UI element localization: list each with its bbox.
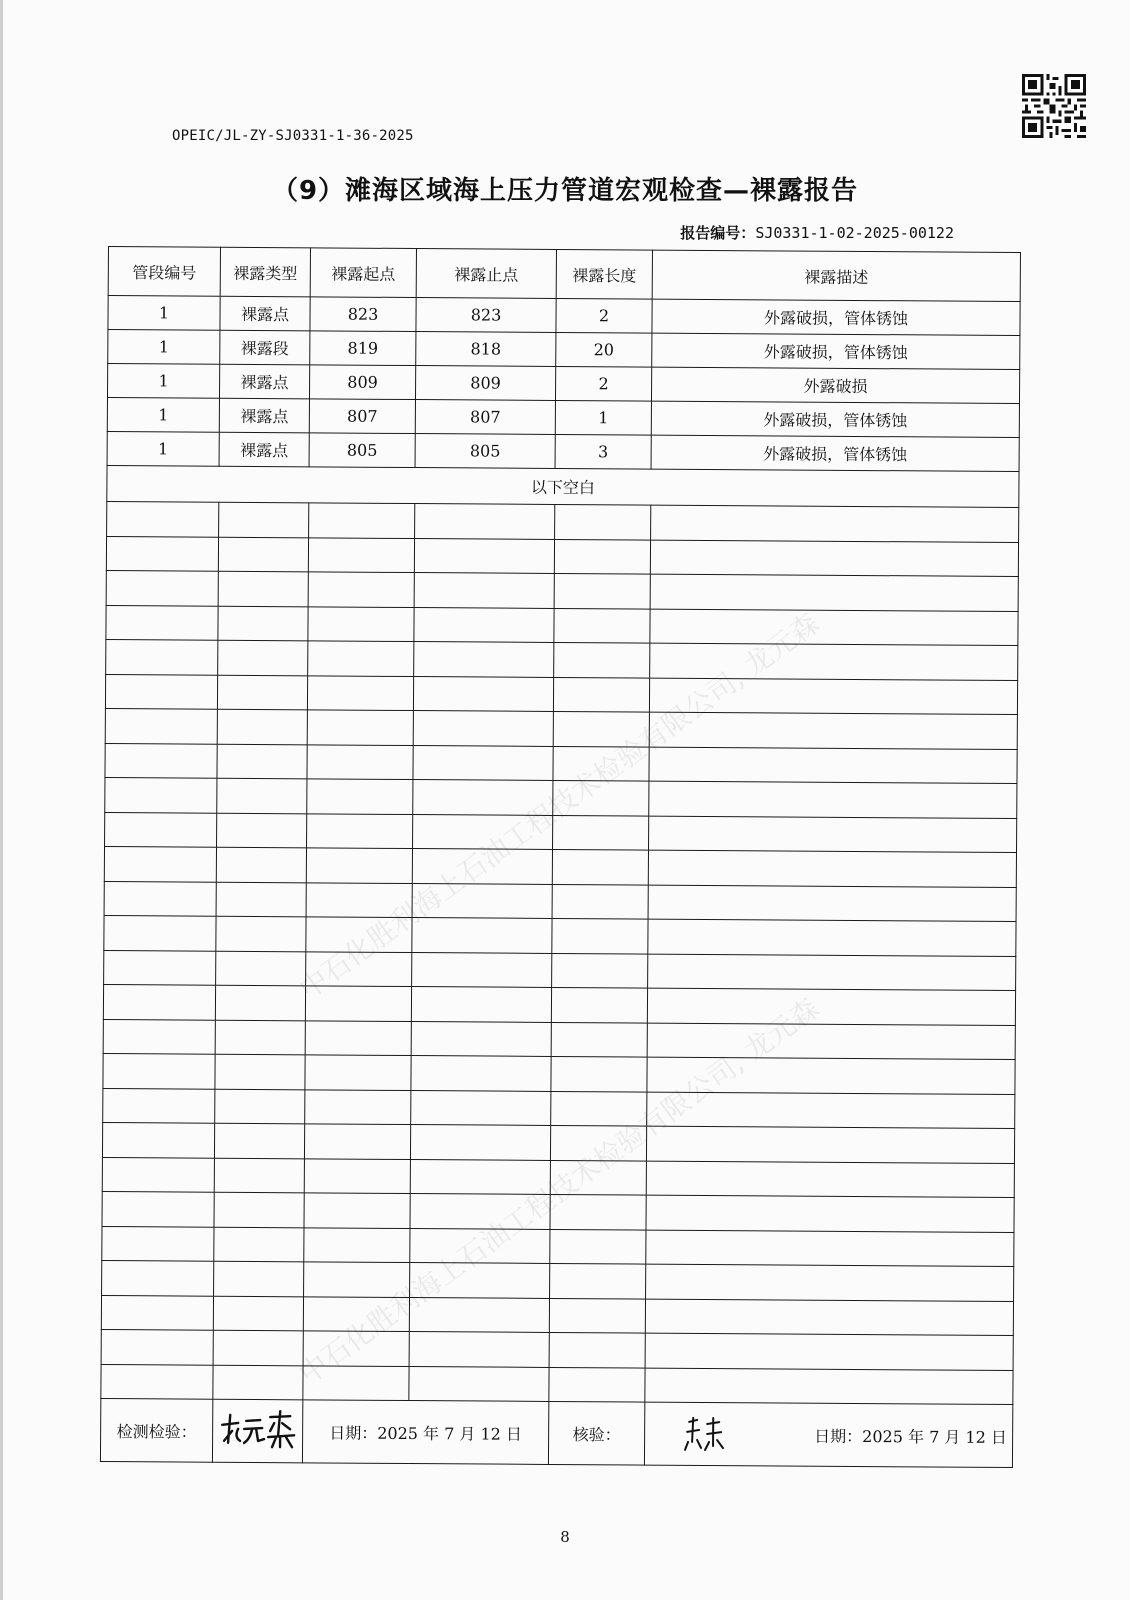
empty-cell [413,814,553,849]
empty-cell [304,1158,410,1193]
empty-cell [102,1122,214,1157]
empty-cell [308,606,414,641]
empty-cell [650,540,1018,577]
report-number-label: 报告编号： [680,224,756,242]
empty-cell [650,643,1018,680]
empty-cell [102,1191,214,1226]
signoff-row [100,1398,1012,1467]
empty-cell [307,675,413,710]
cell-description: 外露破损 [651,367,1019,403]
empty-cell [413,676,553,711]
empty-cell [410,1263,550,1298]
empty-cell [554,642,650,677]
header-description: 裸露描述 [652,250,1020,301]
empty-cell [307,744,413,779]
empty-cell [413,780,553,815]
empty-cell [304,1227,410,1262]
cell-description: 外露破损，管体锈蚀 [651,435,1019,471]
report-number [680,222,954,243]
empty-cell [649,781,1017,818]
table-header-row [108,247,1020,302]
empty-cell [550,1229,646,1264]
empty-cell [308,641,414,676]
cell-segment-no: 1 [107,431,219,466]
cell-length: 2 [555,366,651,401]
empty-cell [303,1365,409,1400]
empty-cell [306,917,412,952]
empty-cell [214,1123,304,1158]
empty-cell [415,504,555,539]
empty-cell [647,1023,1015,1060]
empty-cell [102,1260,214,1295]
empty-cell [549,1332,645,1367]
empty-cell [304,1193,410,1228]
empty-cell [307,813,413,848]
empty-cell [101,1329,213,1364]
empty-cell [410,1194,550,1229]
empty-cell [651,505,1019,542]
empty-cell [551,987,647,1022]
empty-cell [213,1296,303,1331]
empty-cell [218,606,308,641]
empty-rows [101,501,1019,1404]
empty-cell [303,1296,409,1331]
inspector-signature-image [216,1407,300,1452]
empty-cell [648,850,1016,887]
scan-edge [0,0,3,1600]
empty-cell [104,915,216,950]
empty-cell [550,1125,646,1160]
empty-cell [106,605,218,640]
empty-cell [648,885,1016,922]
empty-cell [217,778,307,813]
empty-cell [104,846,216,881]
inspector-date: 日期：2025 年 7 月 12 日 [302,1400,548,1465]
header-exposure-type: 裸露类型 [220,247,310,297]
empty-cell [214,1158,304,1193]
empty-cell [305,1020,411,1055]
cell-exposure-type: 裸露点 [220,296,310,331]
cell-description: 外露破损，管体锈蚀 [651,401,1019,437]
cell-start-point: 819 [310,331,416,366]
empty-cell [105,812,217,847]
empty-cell [649,747,1017,784]
empty-cell [551,1091,647,1126]
empty-cell [551,1022,647,1057]
empty-cell [104,881,216,916]
cell-length: 3 [555,434,651,469]
empty-cell [550,1160,646,1195]
empty-cell [549,1298,645,1333]
empty-cell [216,916,306,951]
empty-cell [105,674,217,709]
empty-cell [215,1089,305,1124]
empty-cell [309,503,415,538]
cell-end-point: 823 [416,298,556,333]
empty-cell [412,849,552,884]
empty-cell [646,1126,1014,1163]
empty-cell [103,1019,215,1054]
empty-cell [650,574,1018,611]
page-number: 8 [560,1528,570,1546]
empty-cell [412,952,552,987]
empty-cell [414,573,554,608]
empty-cell [554,608,650,643]
cell-description: 外露破损，管体锈蚀 [652,299,1020,335]
empty-cell [412,883,552,918]
empty-cell [552,918,648,953]
empty-cell [411,1021,551,1056]
empty-cell [552,849,648,884]
blank-note: 以下空白 [107,465,1019,507]
empty-cell [647,1092,1015,1129]
watermark-text: 中石化胜利海上石油工程技术检验有限公司, 龙元森 [292,606,826,1006]
qr-code-icon [1022,74,1086,138]
empty-cell [645,1368,1013,1405]
empty-cell [215,1054,305,1089]
empty-cell [646,1161,1014,1198]
empty-cell [217,813,307,848]
empty-cell [409,1297,549,1332]
empty-cell [646,1195,1014,1232]
empty-cell [646,1264,1014,1301]
cell-end-point: 805 [415,434,555,469]
empty-cell [307,779,413,814]
empty-cell [101,1295,213,1330]
empty-cell [647,1057,1015,1094]
empty-cell [216,951,306,986]
empty-cell [213,1365,303,1400]
empty-cell [106,639,218,674]
empty-cell [217,709,307,744]
empty-cell [552,884,648,919]
reviewer-label: 核验： [548,1401,644,1465]
header-start-point: 裸露起点 [310,248,416,298]
empty-cell [553,815,649,850]
empty-cell [410,1125,550,1160]
cell-exposure-type: 裸露点 [219,432,309,467]
cell-start-point: 805 [309,433,415,468]
inspector-label: 检测检验： [100,1398,212,1462]
empty-cell [105,743,217,778]
empty-cell [409,1366,549,1401]
empty-cell [413,711,553,746]
empty-cell [650,609,1018,646]
empty-cell [215,985,305,1020]
empty-cell [303,1331,409,1366]
empty-cell [553,746,649,781]
empty-cell [553,677,649,712]
reviewer-signature-image [659,1412,769,1457]
empty-cell [214,1227,304,1262]
empty-cell [105,777,217,812]
empty-cell [648,954,1016,991]
empty-cell [647,988,1015,1025]
empty-cell [411,1090,551,1125]
empty-cell [549,1367,645,1402]
empty-cell [410,1228,550,1263]
cell-end-point: 809 [415,366,555,401]
empty-cell [106,570,218,605]
cell-segment-no: 1 [107,397,219,432]
cell-end-point: 807 [415,400,555,435]
empty-cell [215,1020,305,1055]
cell-start-point: 807 [309,399,415,434]
reviewer-date: 日期：2025 年 7 月 12 日 [814,1426,1007,1447]
empty-cell [307,710,413,745]
empty-cell [306,951,412,986]
empty-cell [412,918,552,953]
empty-cell [552,953,648,988]
page-title: （9）滩海区域海上压力管道宏观检查—裸露报告 [271,176,859,206]
cell-end-point: 818 [416,332,556,367]
empty-cell [214,1192,304,1227]
cell-start-point: 809 [309,365,415,400]
empty-cell [411,1056,551,1091]
header-segment-no: 管段编号 [108,247,220,297]
empty-cell [646,1230,1014,1267]
cell-length: 2 [556,298,652,333]
empty-cell [306,848,412,883]
empty-cell [101,1364,213,1399]
empty-cell [306,882,412,917]
cell-exposure-type: 裸露点 [219,398,309,433]
empty-cell [554,539,650,574]
empty-cell [645,1299,1013,1336]
empty-cell [103,984,215,1019]
empty-cell [102,1157,214,1192]
empty-cell [305,1055,411,1090]
empty-cell [103,1053,215,1088]
empty-cell [214,1261,304,1296]
empty-cell [649,712,1017,749]
empty-cell [304,1262,410,1297]
blank-note-row [107,465,1019,507]
empty-cell [102,1226,214,1261]
empty-cell [308,537,414,572]
empty-cell [649,678,1017,715]
cell-length: 20 [556,332,652,367]
empty-cell [107,501,219,536]
empty-cell [414,607,554,642]
empty-cell [550,1194,646,1229]
cell-start-point: 823 [310,297,416,332]
empty-cell [410,1159,550,1194]
document-code: OPEIC/JL-ZY-SJ0331-1-36-2025 [172,128,414,144]
empty-cell [219,502,309,537]
empty-cell [217,744,307,779]
empty-cell [218,537,308,572]
empty-cell [554,573,650,608]
reviewer-area [644,1402,1012,1467]
empty-cell [103,1088,215,1123]
empty-cell [106,536,218,571]
watermark-text: 中石化胜利海上石油工程技术检验有限公司, 龙元森 [292,991,826,1391]
cell-segment-no: 1 [108,330,220,365]
cell-exposure-type: 裸露点 [219,364,309,399]
empty-cell [216,847,306,882]
empty-cell [216,882,306,917]
empty-cell [218,640,308,675]
empty-cell [645,1333,1013,1370]
empty-cell [649,816,1017,853]
empty-cell [553,780,649,815]
empty-cell [411,987,551,1022]
empty-cell [104,950,216,985]
cell-segment-no: 1 [107,364,219,399]
cell-segment-no: 1 [108,296,220,331]
cell-exposure-type: 裸露段 [220,330,310,365]
empty-cell [305,1089,411,1124]
empty-cell [550,1263,646,1298]
empty-cell [105,708,217,743]
empty-cell [304,1124,410,1159]
header-length: 裸露长度 [556,249,652,299]
empty-cell [648,919,1016,956]
exposure-table [100,246,1021,1468]
empty-cell [553,711,649,746]
empty-cell [409,1332,549,1367]
empty-cell [217,675,307,710]
header-end-point: 裸露止点 [416,249,556,299]
empty-cell [213,1330,303,1365]
empty-cell [218,571,308,606]
empty-cell [305,986,411,1021]
empty-cell [413,745,553,780]
inspector-signature [212,1399,302,1463]
report-number-value: SJ0331-1-02-2025-00122 [755,224,954,242]
empty-cell [555,504,651,539]
empty-cell [551,1056,647,1091]
cell-length: 1 [555,400,651,435]
empty-cell [414,642,554,677]
empty-cell [414,538,554,573]
cell-description: 外露破损，管体锈蚀 [652,333,1020,369]
empty-cell [308,572,414,607]
